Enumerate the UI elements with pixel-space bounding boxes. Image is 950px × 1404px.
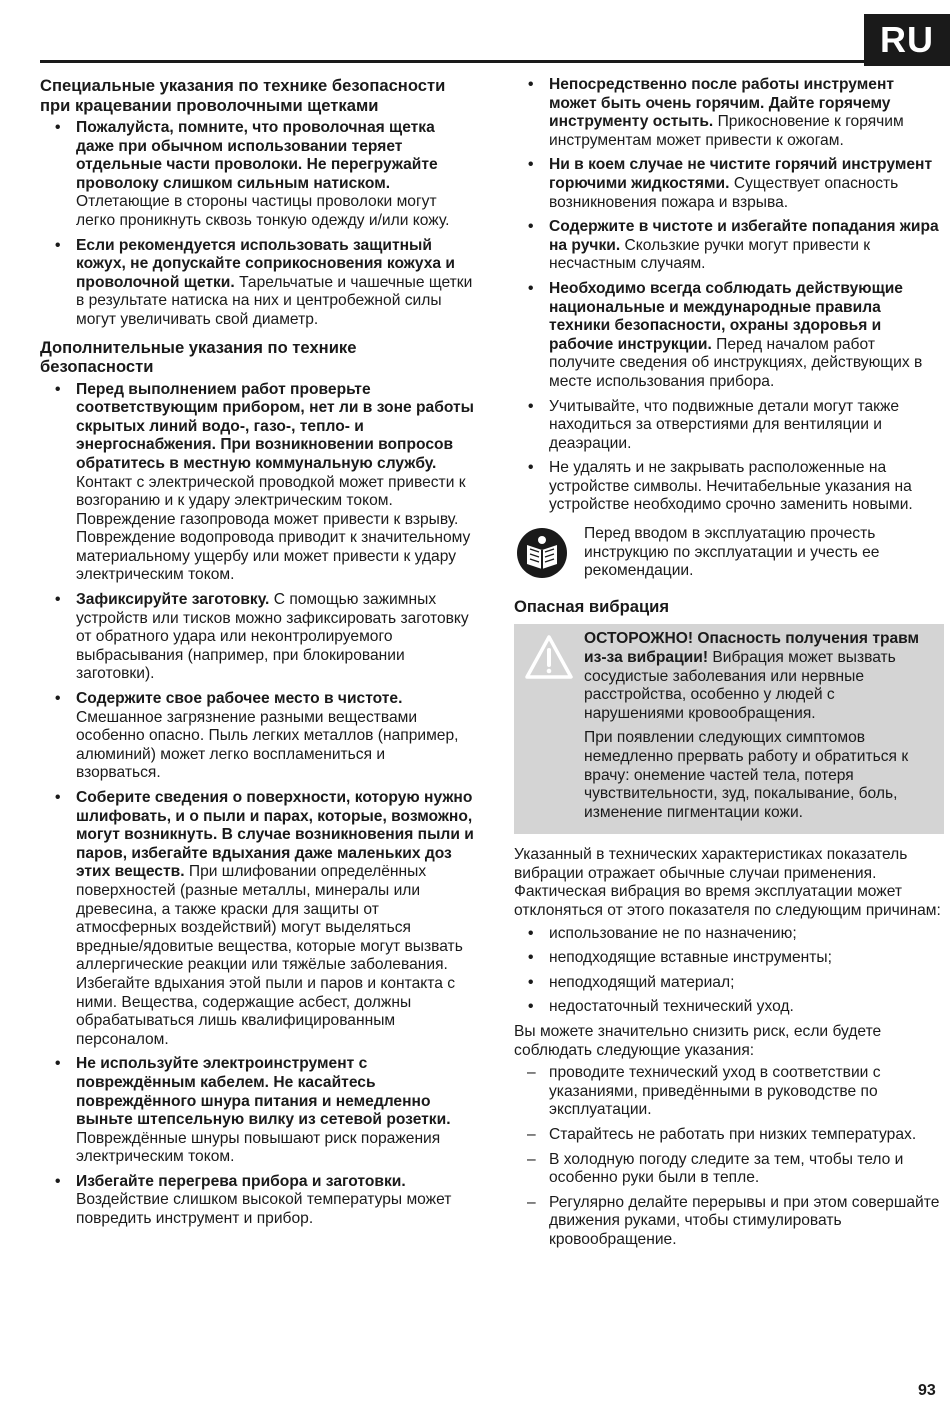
reasons-list: [514, 925, 944, 1017]
list-item: [76, 1173, 474, 1229]
list-item: • неподходящие вставные инструменты;: [549, 949, 944, 968]
page-number: 93: [918, 1382, 936, 1399]
list-item: [76, 690, 474, 783]
list-item: • недостаточный технический уход.: [549, 998, 944, 1017]
list-item: [76, 591, 474, 684]
wire-brush-list: [40, 119, 474, 330]
additional-safety-list: [40, 381, 474, 1229]
list-item: [76, 237, 474, 330]
read-manual-notice: [514, 525, 944, 585]
item-text: Тарельчатые и чашечные щетки в результате натиска на них и центробежной силы могут увеличивать свой диаметр.: [76, 273, 473, 328]
section-title-wire-brush: Специальные указания по технике безопасности при крацевании проволочными щетками: [40, 76, 446, 115]
list-item: [549, 156, 944, 212]
warning-bold: ОСТОРОЖНО! Опасность получения травм из-за вибрации!: [584, 630, 920, 666]
item-bold: Содержите свое рабочее место в чистоте.: [76, 690, 403, 708]
read-manual-icon: [516, 527, 568, 579]
item-bold: Содержите в чистоте и избегайте попадания жира на ручки.: [549, 218, 939, 254]
list-item: – проводите технический уход в соответствии с указаниями, приведёнными в руководстве по эксплуатации.: [549, 1064, 944, 1120]
item-text: Смешанное загрязнение разными веществами особенно опасно. Пыль легких металлов (например, алюминий) может легко воспламениться и взорваться.: [76, 708, 459, 782]
tips-list: [514, 1064, 944, 1249]
language-badge: RU: [864, 14, 950, 66]
read-manual-text: Перед вводом в эксплуатацию прочесть инструкцию по эксплуатации и учесть ее рекомендации.: [584, 525, 880, 580]
item-text: Повреждённые шнуры повышают риск поражения электрическим током.: [76, 1129, 441, 1166]
warning-paragraph-2: При появлении следующих симптомов немедленно прервать работу и обратиться к врачу: онемение частей тела, потеря чувствительности, зуд, покалывание, боль, изменение пигментации кожи.: [584, 729, 909, 821]
list-item: [76, 789, 474, 1049]
item-text: Отлетающие в стороны частицы проволоки могут легко проникнуть сквозь тонкую одежду и/или кожу.: [76, 193, 450, 229]
list-item: [549, 76, 944, 150]
list-item: [76, 1055, 474, 1167]
item-text: При шлифовании определённых поверхностей (разные металлы, минералы или древесина, а также краски для защиты от атмосферных воздействий) могут выделяться вредные/ядовитые вещества, которые могут вызвать аллергические реакции или тяжёлые заболевания. Избегайте вдыхания этой пыли и паров и контакта с ними. Вещества, содержащие асбест, должны обрабатываться лишь квалифицированным персоналом.: [76, 863, 463, 1048]
warning-text: [584, 630, 938, 828]
header-rule: [40, 60, 910, 63]
list-item: – В холодную погоду следите за тем, чтобы тело и особенно руки были в тепле.: [549, 1151, 944, 1188]
item-bold: Необходимо всегда соблюдать действующие национальные и международные правила техники безопасности, охраны здоровья и рабочие инструкции.: [549, 279, 903, 353]
item-text: Скользкие ручки могут привести к несчастным случаям.: [549, 236, 871, 273]
item-bold: Непосредственно после работы инструмент может быть очень горячим. Дайте горячему инструменту остыть.: [549, 76, 895, 131]
item-text: С помощью зажимных устройств или тисков можно зафиксировать заготовку от обратного удара или неконтролируемого выбрасывания (например, при блокировании заготовки).: [76, 591, 469, 683]
list-item: – Старайтесь не работать при низких температурах.: [549, 1126, 944, 1145]
section-title-vibration: Опасная вибрация: [514, 596, 670, 616]
left-column: [40, 76, 474, 1237]
tool-safety-list: [514, 76, 944, 515]
list-item: [549, 218, 944, 274]
warning-detail: Вибрация может вызвать сосудистые заболевания или нервные расстройства, особенно у людей с нарушениями кровообращения.: [584, 648, 896, 722]
item-text: Учитывайте, что подвижные детали могут также находиться за отверстиями для вентиляции и деаэрации.: [549, 397, 900, 452]
item-bold: Ни в коем случае не чистите горячий инструмент горючими жидкостями.: [549, 156, 933, 192]
item-text: Прикосновение к горячим инструментам может привести к ожогам.: [549, 113, 904, 149]
list-item: [549, 398, 944, 454]
item-text: Не удалять и не закрывать расположенные на устройстве символы. Нечитабельные указания на устройстве необходимо срочно заменить новыми.: [549, 459, 913, 514]
list-item: • использование не по назначению;: [549, 925, 944, 944]
item-bold: Соберите сведения о поверхности, которую нужно шлифовать, и о пыли и парах, которые, возможно, могут возникнуть. В случае возникновения пыли и паров, избегайте вдыхания даже маленьких доз этих веществ.: [76, 789, 474, 881]
item-bold: Зафиксируйте заготовку.: [76, 591, 270, 609]
list-item: • неподходящий материал;: [549, 974, 944, 993]
warning-icon-wrap: [514, 630, 584, 828]
vibration-warning-box: [514, 624, 944, 834]
section-title-additional-safety: Дополнительные указания по технике безопасности: [40, 337, 357, 377]
item-bold: Не используйте электроинструмент с повреждённым кабелем. Не касайтесь повреждённого шнура питания и немедленно выньте штепсельную вилку из сетевой розетки.: [76, 1055, 451, 1129]
list-item: [76, 119, 474, 231]
item-text: Контакт с электрической проводкой может привести к возгоранию и к удару электрическим током. Повреждение газопровода может привести к взрыву. Повреждение водопровода приводит к значительному материальному ущербу или может привести к удару электрическим током.: [76, 473, 471, 584]
item-text: Воздействие слишком высокой температуры может повредить инструмент и прибор.: [76, 1191, 452, 1228]
item-text: Перед началом работ получите сведения об инструкциях, действующих в месте использования прибора.: [549, 335, 923, 390]
warning-paragraph-1: [584, 630, 938, 723]
risk-paragraph: Вы можете значительно снизить риск, если будете соблюдать следующие указания:: [514, 1023, 882, 1059]
list-item: [549, 280, 944, 392]
item-bold: Пожалуйста, помните, что проволочная щетка даже при обычном использовании теряет отдельные части проволоки. Не перегружайте проволоку слишком сильным натиском.: [76, 119, 438, 192]
vibration-paragraph: Указанный в технических характеристиках показатель вибрации отражает обычные случаи применения. Фактическая вибрация во время эксплуатации может отклоняться от этого показателя по следующим причинам:: [514, 846, 941, 920]
item-bold: Если рекомендуется использовать защитный кожух, не допускайте соприкосновения кожуха и проволочной щетки.: [76, 236, 455, 291]
warning-triangle-icon: [524, 634, 574, 680]
item-bold: Перед выполнением работ проверьте соответствующим прибором, нет ли в зоне работы скрытых линий водо-, газо-, тепло- и энергоснабжения. При возникновении вопросов обратитесь в местную коммунальную службу.: [76, 380, 474, 472]
list-item: [549, 459, 944, 515]
right-column: [514, 76, 944, 1256]
item-bold: Избегайте перегрева прибора и заготовки.: [76, 1172, 406, 1190]
list-item: – Регулярно делайте перерывы и при этом совершайте движения руками, чтобы стимулировать кровообращение.: [549, 1194, 944, 1250]
list-item: [76, 381, 474, 586]
item-text: Существует опасность возникновения пожара и взрыва.: [549, 174, 899, 211]
